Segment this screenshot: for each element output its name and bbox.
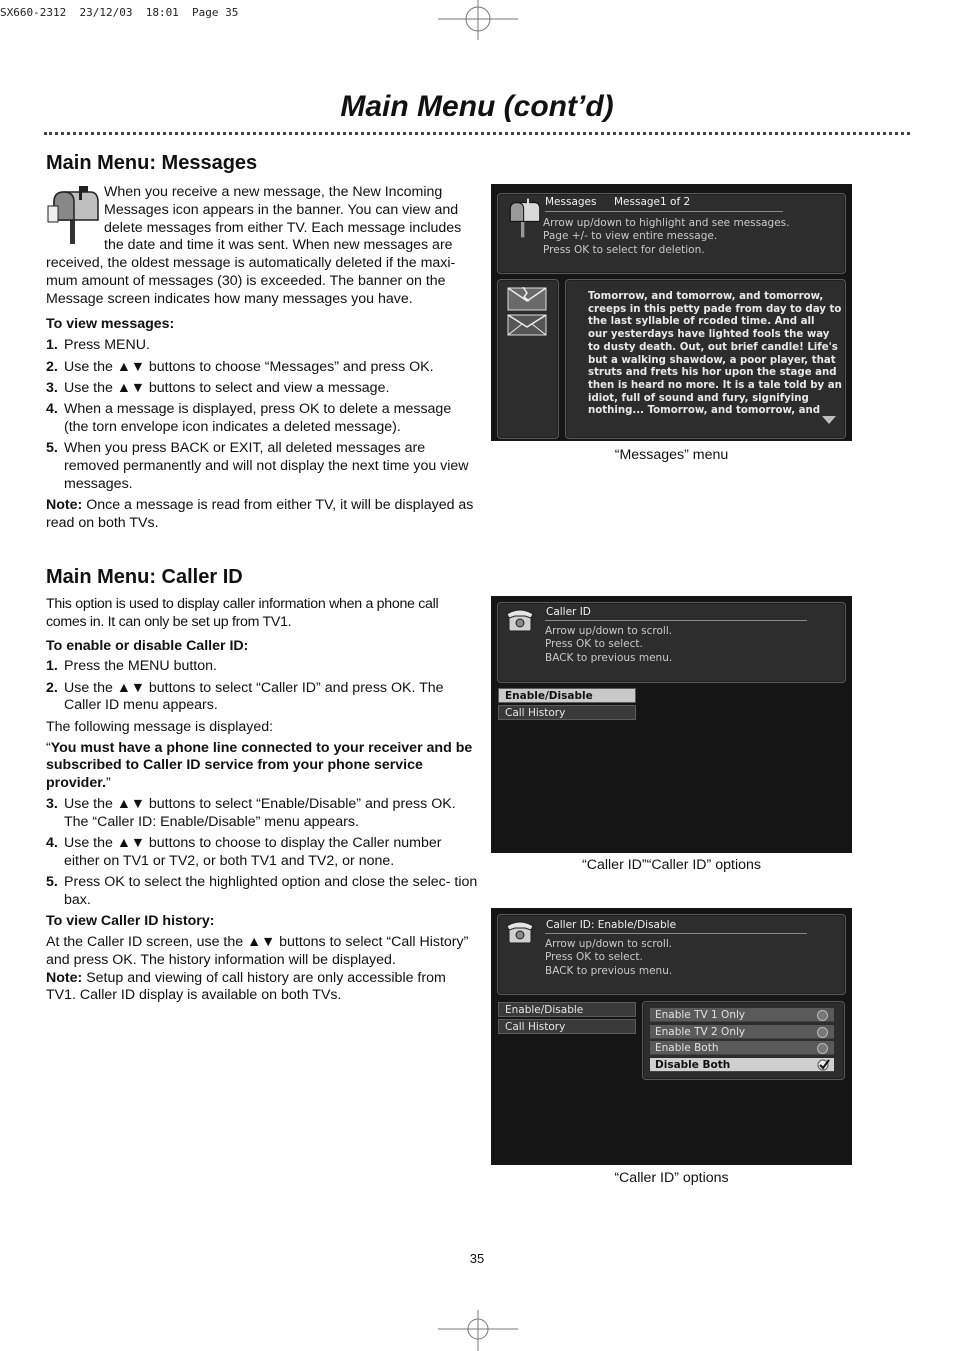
screen-title: Caller ID: Enable/Disable [546,919,677,931]
checkmark-icon [817,1059,830,1071]
caller-id-history-text: At the Caller ID screen, use the ▲▼ buttons to select “Call History” and press OK. The history information will be displayed. [46,934,469,968]
list-item: 4. When a message is displayed, press OK to delete a message (the torn envelope icon indicates a deleted message). [46,401,452,436]
registration-mark-top [438,0,518,40]
messages-steps [46,337,476,493]
list-item: 4. Use the ▲▼ buttons to choose to display the Caller number either on TV1 or TV2, or both TV1 and TV2, or none. [46,835,442,869]
caller-id-subheading: To enable or disable Caller ID: [46,637,249,654]
list-item: 5. Press OK to select the highlighted option and close the selec- tion bax. [46,874,478,908]
messages-intro-line: delete messages from either TV. Each message includes [104,219,462,236]
radio-icon [817,1010,828,1021]
screen-help-text: Arrow up/down to highlight and see messages. Page +/- to view entire message. Press OK to select for deletion. [543,217,790,256]
title-underline [545,933,807,934]
list-item: 5. When you press BACK or EXIT, all deleted messages are removed permanently and will not display the next time you view messages. [46,440,469,492]
menu-item-enable-disable[interactable]: Enable/Disable [498,688,636,703]
list-item: 3. Use the ▲▼ buttons to select and view a message. [46,379,390,396]
option-enable-tv2-only[interactable]: Enable TV 2 Only [650,1025,834,1039]
page-number: 35 [469,1251,485,1266]
messages-screen [491,184,852,441]
caller-id-caption-1: “Caller ID”“Caller ID” options [582,857,761,873]
message-body-text: Tomorrow, and tomorrow, and tomorrow, creeps in this petty pade from day to day to the last syllable of rcoded time. And all our yesterdays have lighted fools the way to dusty death. Out, out brief candle! Life's but a walking shawdow, a poor player, that struts and frets his hor upon the stage and then is heard no more. It is a tale told by an idiot, full of sound and fury, signifying nothing... Tomorrow, and tomorrow, and [588,291,842,417]
message-count: Message1 of 2 [614,196,691,208]
caller-id-intro-line: comes in. It can only be set up from TV1. [46,613,292,630]
caller-id-caption-2: “Caller ID” options [614,1170,729,1186]
caller-id-heading: Main Menu: Caller ID [46,566,243,588]
print-slug: SX660-2312 23/12/03 18:01 Page 35 [0,6,239,19]
menu-item-call-history[interactable]: Call History [498,705,636,720]
messages-note: Note: Once a message is read from either TV, it will be displayed as read on both TVs. [46,497,474,532]
telephone-icon [505,606,535,632]
title-underline [545,620,807,621]
registration-mark-bottom [438,1310,518,1351]
list-item: 2. Use the ▲▼ buttons to select “Caller ID” and press OK. The Caller ID menu appears. [46,679,444,714]
title-underline [545,211,783,212]
mailbox-icon [505,198,541,238]
mailbox-icon [46,186,100,244]
caller-id-note: Note: Setup and viewing of call history are only accessible from TV1. Caller ID display is available on both TVs. [46,969,446,1004]
option-enable-both[interactable]: Enable Both [650,1041,834,1055]
caller-id-warning: “You must have a phone line connected to your receiver and be subscribed to Caller ID service from your phone service provider.” [46,739,473,792]
option-disable-both[interactable]: Disable Both [650,1058,834,1072]
list-item: 1. Press MENU. [46,337,150,354]
screen-title: Caller ID [546,606,591,618]
messages-intro-line: When you receive a new message, the New Incoming [104,184,443,200]
screen-help-text: Arrow up/down to scroll. Press OK to select. BACK to previous menu. [545,625,673,664]
messages-intro-line: the date and time it was sent. When new messages are [104,237,453,254]
radio-icon [817,1027,828,1038]
caller-id-following: The following message is displayed: [46,718,274,735]
telephone-icon [505,918,535,944]
messages-intro-line: Message screen indicates how many messages you have. [46,290,413,307]
scroll-down-icon[interactable] [822,416,836,425]
caller-id-enable-disable-screen [491,908,852,1165]
screen-title: Messages [545,196,597,208]
option-enable-tv1-only[interactable]: Enable TV 1 Only [650,1008,834,1022]
caller-id-history-heading: To view Caller ID history: [46,913,215,930]
caller-id-intro-line: This option is used to display caller information when a phone call [46,596,439,612]
list-item: 2. Use the ▲▼ buttons to choose “Messages” and press OK. [46,358,434,375]
messages-caption: “Messages” menu [614,447,729,463]
messages-section [46,152,476,533]
torn-envelope-icon[interactable] [507,287,547,311]
screen-help-text: Arrow up/down to scroll. Press OK to select. BACK to previous menu. [545,938,673,977]
envelope-icon[interactable] [507,314,547,336]
caller-id-section [46,566,478,1005]
messages-intro-line: received, the oldest message is automatically deleted if the maxi- [46,255,456,272]
menu-item-call-history[interactable]: Call History [498,1019,636,1034]
radio-icon [817,1043,828,1054]
caller-id-screen [491,596,852,853]
menu-item-enable-disable[interactable]: Enable/Disable [498,1002,636,1017]
messages-intro-line: mum amount of messages (30) is exceeded. The banner on the [46,272,446,289]
caller-id-steps-b [46,796,478,910]
caller-id-steps-a [46,658,478,715]
messages-subheading: To view messages: [46,315,175,332]
page-title: Main Menu (cont’d) [340,90,614,123]
list-item: 1. Press the MENU button. [46,658,217,675]
list-item: 3. Use the ▲▼ buttons to select “Enable/Disable” and press OK. The “Caller ID: Enable/Disable” menu appears. [46,795,456,830]
title-divider [44,132,910,135]
messages-heading: Main Menu: Messages [46,152,258,174]
messages-intro-line: Messages icon appears in the banner. You can view and [104,201,459,218]
